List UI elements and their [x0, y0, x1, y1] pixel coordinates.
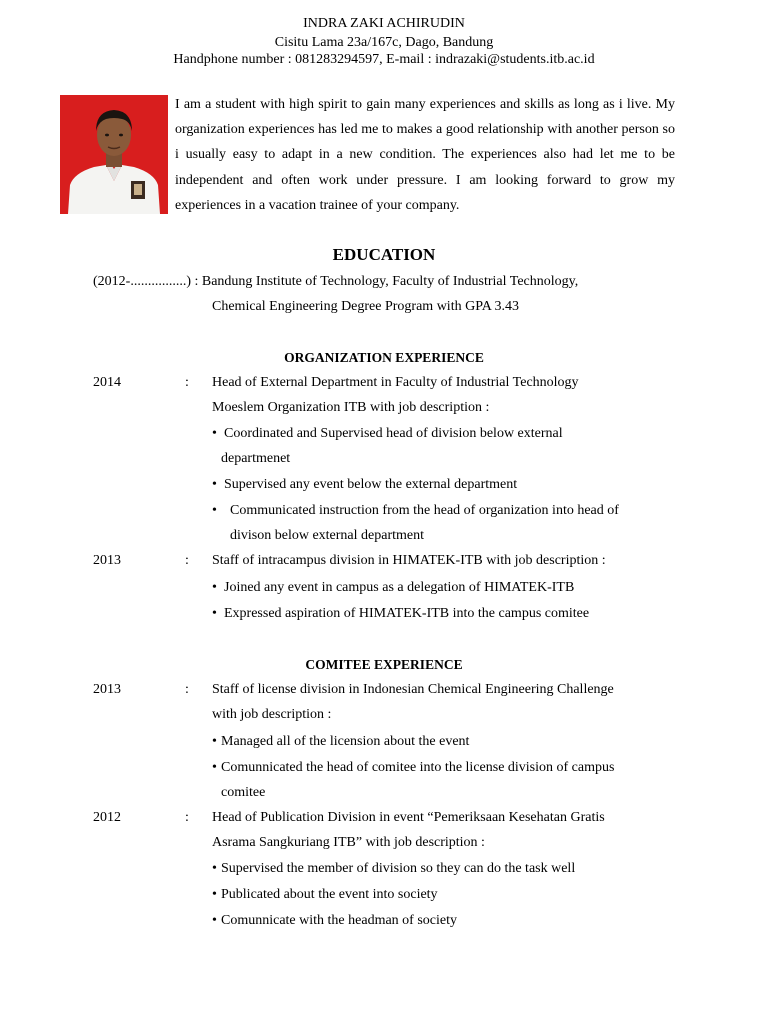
bullet-icon: • — [212, 887, 217, 902]
education-heading: EDUCATION — [332, 245, 436, 264]
org-entry-1-colon: : — [185, 375, 189, 390]
bullet-icon: • — [212, 426, 217, 441]
bullet-icon: • — [212, 913, 217, 928]
list-item-continuation: departmenet — [221, 451, 291, 466]
person-photo-icon — [60, 95, 168, 214]
bullet-icon: • — [212, 606, 217, 621]
bullet-icon: • — [212, 734, 217, 749]
list-item: • Supervised the member of division so they can do the task well — [212, 861, 576, 876]
education-line-2: Chemical Engineering Degree Program with GPA 3.43 — [212, 299, 520, 314]
org-entry-2-year: 2013 — [93, 553, 121, 568]
com-entry-1-colon: : — [185, 682, 189, 697]
bullet-icon: • — [212, 503, 217, 518]
org-entry-2-title: Staff of intracampus division in HIMATEK-ITB with job description : — [212, 553, 606, 568]
list-item-continuation: divison below external department — [230, 528, 424, 543]
org-entry-2-colon: : — [185, 553, 189, 568]
profile-photo — [60, 95, 168, 214]
com-entry-1-subtitle: with job description : — [212, 707, 332, 722]
org-entry-1-title: Head of External Department in Faculty of Industrial Technology — [212, 375, 579, 390]
applicant-address: Cisitu Lama 23a/167c, Dago, Bandung — [274, 35, 494, 50]
list-item: • Expressed aspiration of HIMATEK-ITB into the campus comitee — [212, 606, 590, 621]
list-item: • Joined any event in campus as a delegation of HIMATEK-ITB — [212, 580, 575, 595]
comitee-heading: COMITEE EXPERIENCE — [305, 657, 463, 672]
org-entry-1-subtitle: Moeslem Organization ITB with job description : — [212, 400, 490, 415]
list-item: • Coordinated and Supervised head of division below external — [212, 426, 563, 441]
com-entry-2-subtitle: Asrama Sangkuriang ITB” with job description : — [212, 835, 485, 850]
list-item: • Communicated instruction from the head of organization into head of — [212, 503, 619, 518]
list-item-continuation: comitee — [221, 785, 266, 800]
com-entry-1-title: Staff of license division in Indonesian Chemical Engineering Challenge — [212, 682, 614, 697]
bullet-icon: • — [212, 760, 217, 775]
org-entry-1-year: 2014 — [93, 375, 121, 390]
list-item: • Publicated about the event into society — [212, 887, 438, 902]
com-entry-2-colon: : — [185, 810, 189, 825]
applicant-name: INDRA ZAKI ACHIRUDIN — [303, 16, 465, 31]
list-item: • Supervised any event below the external department — [212, 477, 518, 492]
organization-heading: ORGANIZATION EXPERIENCE — [284, 350, 484, 365]
bullet-icon: • — [212, 580, 217, 595]
intro-paragraph: I am a student with high spirit to gain many experiences and skills as long as i live. My organization experiences has led me to makes a good relationship with another person so i usually easy to adapt in a new condition. The experiences also had let me to be independent and often work under pressure. I am looking forward to grow my experiences in a vacation trainee of your company. — [175, 97, 675, 213]
com-entry-2-year: 2012 — [93, 810, 121, 825]
bullet-icon: • — [212, 477, 217, 492]
com-entry-1-year: 2013 — [93, 682, 121, 697]
list-item: • Comunnicated the head of comitee into the license division of campus — [212, 760, 615, 775]
bullet-icon: • — [212, 861, 217, 876]
education-line-1: (2012-................) : Bandung Institute of Technology, Faculty of Industrial Technology, — [93, 274, 579, 289]
list-item: • Comunnicate with the headman of society — [212, 913, 457, 928]
applicant-contact: Handphone number : 081283294597, E-mail : indrazaki@students.itb.ac.id — [173, 52, 595, 67]
com-entry-2-title: Head of Publication Division in event “Pemeriksaan Kesehatan Gratis — [212, 810, 605, 825]
list-item: • Managed all of the licension about the event — [212, 734, 470, 749]
